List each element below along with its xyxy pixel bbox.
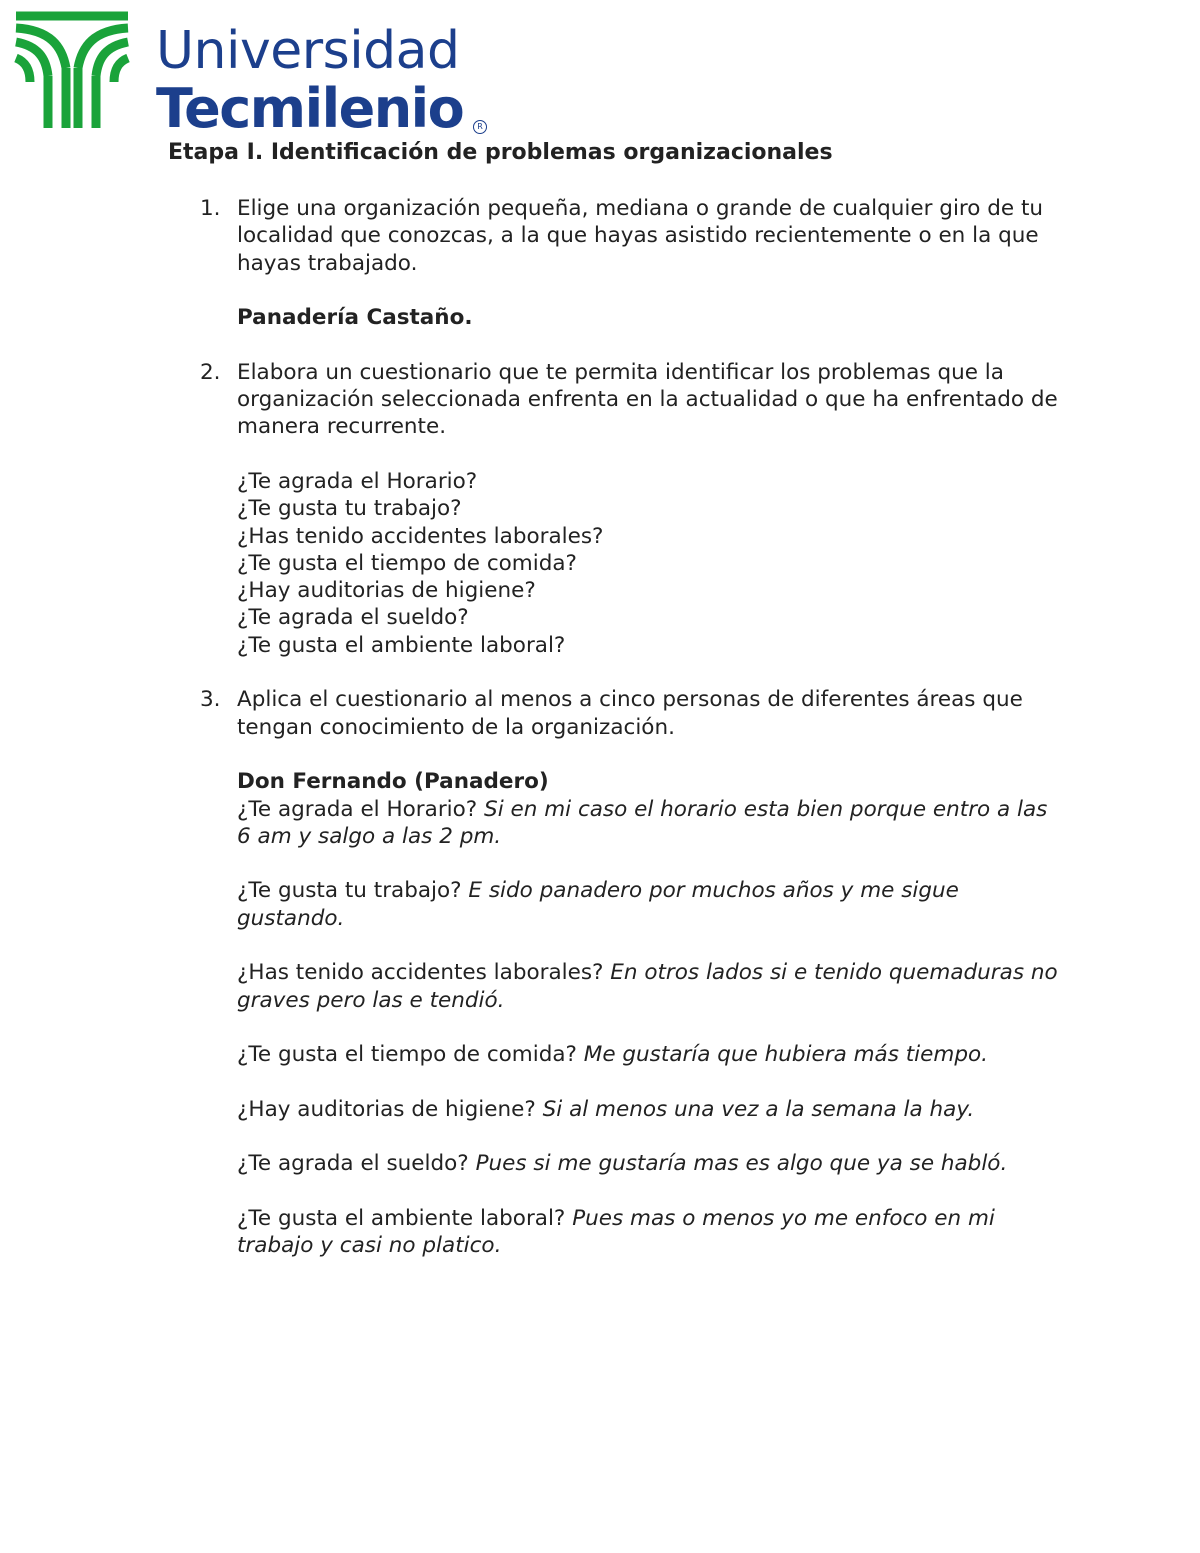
question-text: ¿Te agrada el sueldo? [237, 1151, 469, 1177]
qa-pair [237, 877, 1060, 932]
instruction-text: Aplica el cuestionario al menos a cinco personas de diferentes áreas que tengan conocimiento de la organización. [237, 687, 1023, 740]
document-body [200, 195, 1060, 1260]
tecmilenio-emblem-icon [10, 6, 134, 130]
instruction-text: Elabora un cuestionario que te permita identificar los problemas que la organización seleccionada enfrenta en la actualidad o que ha enfrentado de manera recurrente. [237, 359, 1058, 440]
question-line: ¿Te agrada el Horario? [237, 468, 478, 494]
qa-pair [237, 1041, 1060, 1068]
qa-pair [237, 1150, 1060, 1177]
list-number: 1. [200, 196, 221, 221]
answer-text: Si al menos una vez a la semana la hay. [542, 1096, 975, 1122]
question-text: ¿Te gusta el ambiente laboral? [237, 1205, 566, 1231]
university-logo [10, 6, 490, 140]
question-text: ¿Hay auditorias de higiene? [237, 1096, 536, 1122]
qa-pair [237, 1096, 1060, 1123]
document-heading: Etapa I. Identificación de problemas organizacionales [168, 140, 833, 165]
logo-text-universidad: Universidad [156, 21, 460, 81]
question-text: ¿Te gusta el tiempo de comida? [237, 1042, 577, 1068]
list-item-2 [200, 359, 1060, 659]
list-item-3 [200, 686, 1060, 1259]
question-text: ¿Te agrada el Horario? [237, 796, 478, 822]
answer-text: En otros lados si e tenido quemaduras no graves pero las e tendió. [237, 960, 1058, 1013]
question-line: ¿Te gusta tu trabajo? [237, 496, 462, 522]
question-line: ¿Hay auditorias de higiene? [237, 578, 536, 604]
logo-text-tecmilenio: Tecmilenio [156, 77, 464, 140]
answer-text: Pues si me gustaría mas es algo que ya se habló. [475, 1151, 1008, 1177]
question-text: ¿Te gusta tu trabajo? [237, 878, 462, 904]
instruction-text: Elige una organización pequeña, mediana o grande de cualquier giro de tu localidad que conozcas, a la que hayas asistido recientemente o en la que hayas trabajado. [237, 196, 1044, 276]
registered-mark-icon: R [473, 120, 487, 134]
question-text: ¿Has tenido accidentes laborales? [237, 960, 604, 986]
answer-text: E sido panadero por muchos años y me sigue gustando. [237, 878, 959, 931]
list-number: 3. [200, 687, 221, 713]
qa-pair [237, 796, 1060, 851]
organization-name: Panadería Castaño. [237, 305, 473, 331]
qa-pair [237, 1205, 1060, 1260]
answer-text: Pues mas o menos yo me enfoco en mi trabajo y casi no platico. [237, 1205, 995, 1259]
question-line: ¿Te gusta el tiempo de comida? [237, 550, 577, 576]
qa-pair [237, 959, 1060, 1014]
answer-text: Me gustaría que hubiera más tiempo. [583, 1042, 988, 1068]
answer-text: Si en mi caso el horario esta bien porque entro a las 6 am y salgo a las 2 pm. [237, 796, 1048, 849]
question-line: ¿Has tenido accidentes laborales? [237, 523, 604, 549]
question-line: ¿Te gusta el ambiente laboral? [237, 632, 566, 658]
list-item-1 [200, 195, 1060, 331]
interviewee-name: Don Fernando (Panadero) [237, 769, 549, 795]
list-number: 2. [200, 359, 221, 385]
question-line: ¿Te agrada el sueldo? [237, 605, 469, 631]
